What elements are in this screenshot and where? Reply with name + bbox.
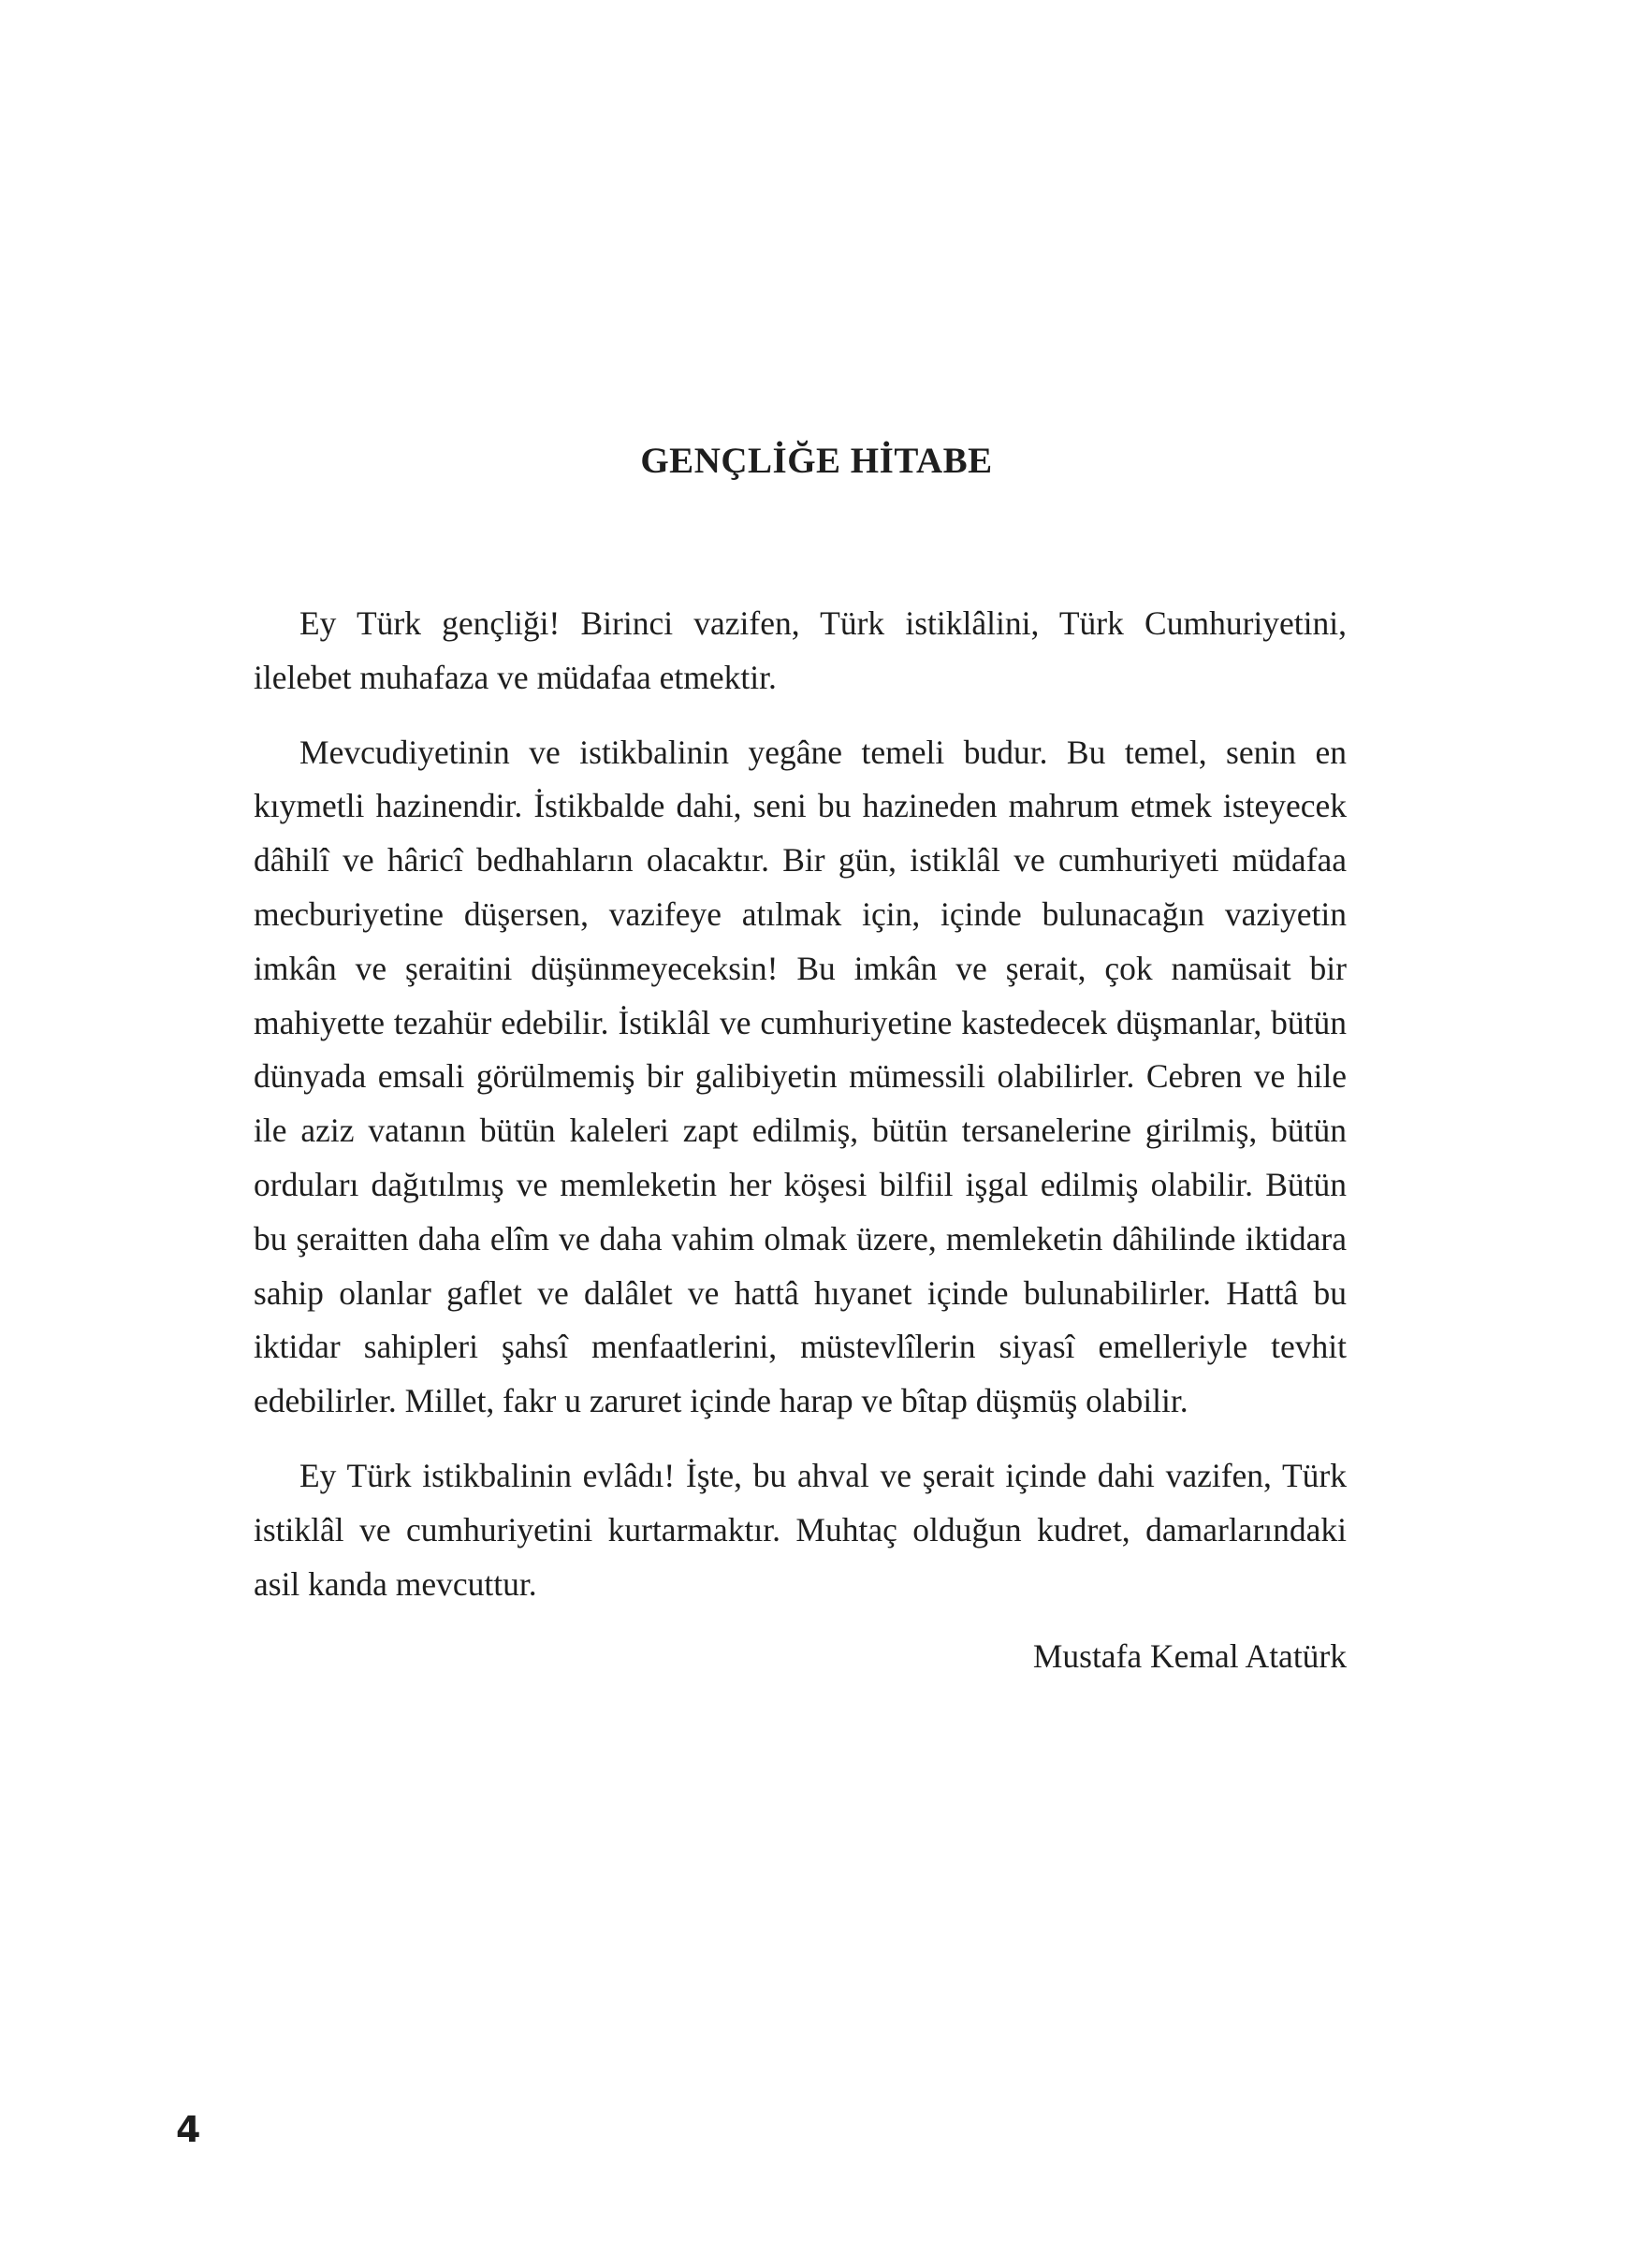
paragraph-3: Ey Türk istikbalinin evlâdı! İşte, bu ahval ve şerait içinde dahi vazifen, Türk istiklâl ve cumhuriyetini kurtarmaktır. Muhtaç olduğun kudret, damarlarındaki asil kanda mevcuttur. xyxy=(254,1456,1347,1603)
signature: Mustafa Kemal Atatürk xyxy=(1032,1637,1347,1676)
paragraph-1: Ey Türk gençliği! Birinci vazifen, Türk istiklâlini, Türk Cumhuriyetini, ilelebet muhafaza ve müdafaa etmektir. xyxy=(254,604,1347,696)
page-title: GENÇLİĞE HİTABE xyxy=(640,441,993,481)
page-number: 4 xyxy=(176,2109,201,2150)
speech-body xyxy=(254,597,1347,1684)
paragraph-2: Mevcudiyetinin ve istikbalinin yegâne temeli budur. Bu temel, senin en kıymetli hazinendir. İstikbalde dahi, seni bu hazineden mahrum etmek isteyecek dâhilî ve hâricî bedhahların olacaktır. Bir gün, istiklâl ve cumhuriyeti müdafaa mecburiyetine düşersen, vazifeye atılmak için, içinde bulunacağın vaziyetin imkân ve şeraitini düşünmeyeceksin! Bu imkân ve şerait, çok namüsait bir mahiyette tezahür edebilir. İstiklâl ve cumhuriyetine kastedecek düşmanlar, bütün dünyada emsali görülmemiş bir galibiyetin mümessili olabilirler. Cebren ve hile ile aziz vatanın bütün kaleleri zapt edilmiş, bütün tersanelerine girilmiş, bütün orduları dağıtılmış ve memleketin her köşesi bilfiil işgal edilmiş olabilir. Bütün bu şeraitten daha elîm ve daha vahim olmak üzere, memleketin dâhilinde iktidara sahip olanlar gaflet ve dalâlet ve hattâ hıyanet içinde bulunabilirler. Hattâ bu iktidar sahipleri şahsî menfaatlerini, müstevlîlerin siyasî emelleriyle tevhit edebilirler. Millet, fakr u zaruret içinde harap ve bîtap düşmüş olabilir. xyxy=(254,733,1347,1420)
